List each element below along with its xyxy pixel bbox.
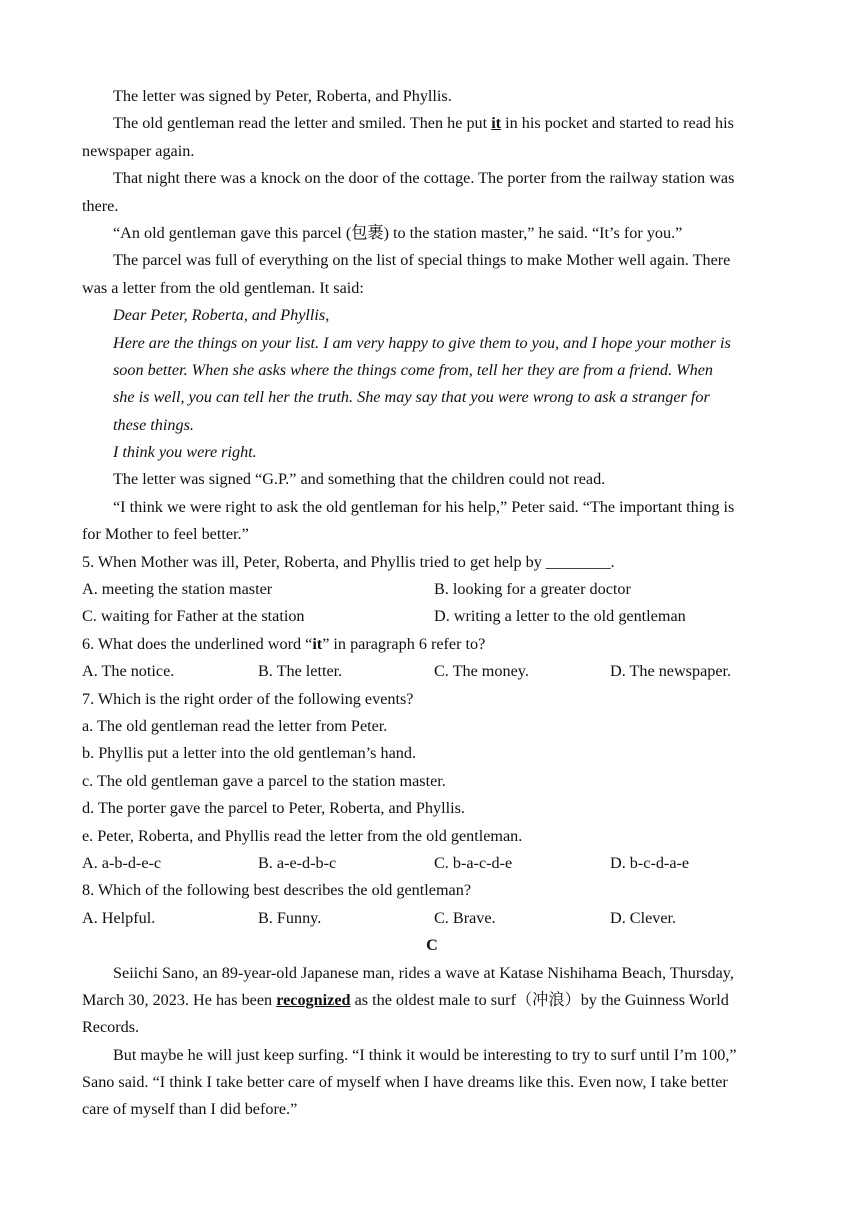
letter-body-line: soon better. When she asks where the things come from, tell her they are from a friend. When [113,360,714,379]
text-segment: March 30, 2023. He has been [82,990,277,1009]
option-a: A. Helpful. [82,908,156,927]
event-item: b. Phyllis put a letter into the old gentleman’s hand. [82,744,417,763]
paragraph-keep-surfing-cont: Sano said. “I think I take better care of myself when I have dreams like this. Even now, I take better [82,1073,728,1092]
paragraph-parcel-quote: “An old gentleman gave this parcel (包裹) to the station master,” he said. “It’s for you.” [113,223,683,242]
paragraph-parcel-full: The parcel was full of everything on the list of special things to make Mother well again. There [113,251,731,270]
option-c: C. Brave. [434,908,496,927]
paragraph-knock-cont: there. [82,196,119,215]
event-item: d. The porter gave the parcel to Peter, Roberta, and Phyllis. [82,799,465,818]
document-page [82,83,782,1124]
letter-body-line: Here are the things on your list. I am very happy to give them to you, and I hope your mother is [113,333,731,352]
option-c: C. The money. [434,662,529,681]
underlined-word-recognized: recognized [276,990,351,1009]
option-b: B. a-e-d-b-c [258,853,337,872]
bold-word-it: it [312,634,323,653]
option-a: A. The notice. [82,662,175,681]
paragraph-gp-signature: The letter was signed “G.P.” and something that the children could not read. [113,470,606,489]
paragraph-sano: Seiichi Sano, an 89-year-old Japanese man, rides a wave at Katase Nishihama Beach, Thursday, [113,963,734,982]
paragraph-peter-said-cont: for Mother to feel better.” [82,525,249,544]
paragraph-read-letter [82,110,782,137]
text-segment: ” in paragraph 6 refer to? [322,634,486,653]
paragraph-read-letter-cont: newspaper again. [82,141,195,160]
paragraph-sano-cont [82,987,782,1014]
question-7-stem: 7. Which is the right order of the following events? [82,689,414,708]
text-segment: as the oldest male to surf（冲浪）by the Guinness World [350,990,729,1009]
paragraph-keep-surfing: But maybe he will just keep surfing. “I think it would be interesting to try to surf until I’m 100,” [113,1045,737,1064]
question-8-stem: 8. Which of the following best describes the old gentleman? [82,881,471,900]
letter-body-line: these things. [113,415,194,434]
paragraph-peter-said: “I think we were right to ask the old gentleman for his help,” Peter said. “The important thing is [113,497,735,516]
paragraph-knock: That night there was a knock on the door of the cottage. The porter from the railway station was [113,169,735,188]
event-item: a. The old gentleman read the letter from Peter. [82,716,388,735]
letter-closing: I think you were right. [113,443,257,462]
option-b: B. The letter. [258,662,343,681]
letter-body-line: she is well, you can tell her the truth. She may say that you were wrong to ask a stranger for [113,388,710,407]
question-8-options [82,905,782,932]
section-heading-c: C [426,936,438,955]
option-a: A. a-b-d-e-c [82,853,162,872]
question-5-options-row-1 [82,576,782,603]
option-b: B. Funny. [258,908,322,927]
option-c: C. waiting for Father at the station [82,607,305,626]
paragraph-keep-surfing-cont: care of myself than I did before.” [82,1100,298,1119]
paragraph-signed-line: The letter was signed by Peter, Roberta, and Phyllis. [113,87,452,105]
question-5-stem: 5. When Mother was ill, Peter, Roberta, and Phyllis tried to get help by ________. [82,552,615,571]
question-6-stem [82,631,782,658]
option-a: A. meeting the station master [82,580,273,599]
text-segment: The old gentleman read the letter and smiled. Then he put [113,114,492,133]
option-b: B. looking for a greater doctor [434,580,631,599]
paragraph-parcel-full-cont: was a letter from the old gentleman. It said: [82,278,364,297]
letter-greeting: Dear Peter, Roberta, and Phyllis, [113,306,330,325]
question-5-options-row-2 [82,603,782,630]
option-d: D. Clever. [610,908,677,927]
option-d: D. The newspaper. [610,662,732,681]
text-segment: in his pocket and started to read his [501,114,734,133]
event-item: c. The old gentleman gave a parcel to the station master. [82,771,446,790]
event-item: e. Peter, Roberta, and Phyllis read the letter from the old gentleman. [82,826,523,845]
text-segment: 6. What does the underlined word “ [82,634,313,653]
paragraph-sano-cont: Records. [82,1018,140,1037]
underlined-word-it: it [491,114,502,133]
option-d: D. writing a letter to the old gentleman [434,607,686,626]
option-c: C. b-a-c-d-e [434,853,513,872]
question-6-options [82,658,782,685]
question-7-options [82,850,782,877]
option-d: D. b-c-d-a-e [610,853,690,872]
